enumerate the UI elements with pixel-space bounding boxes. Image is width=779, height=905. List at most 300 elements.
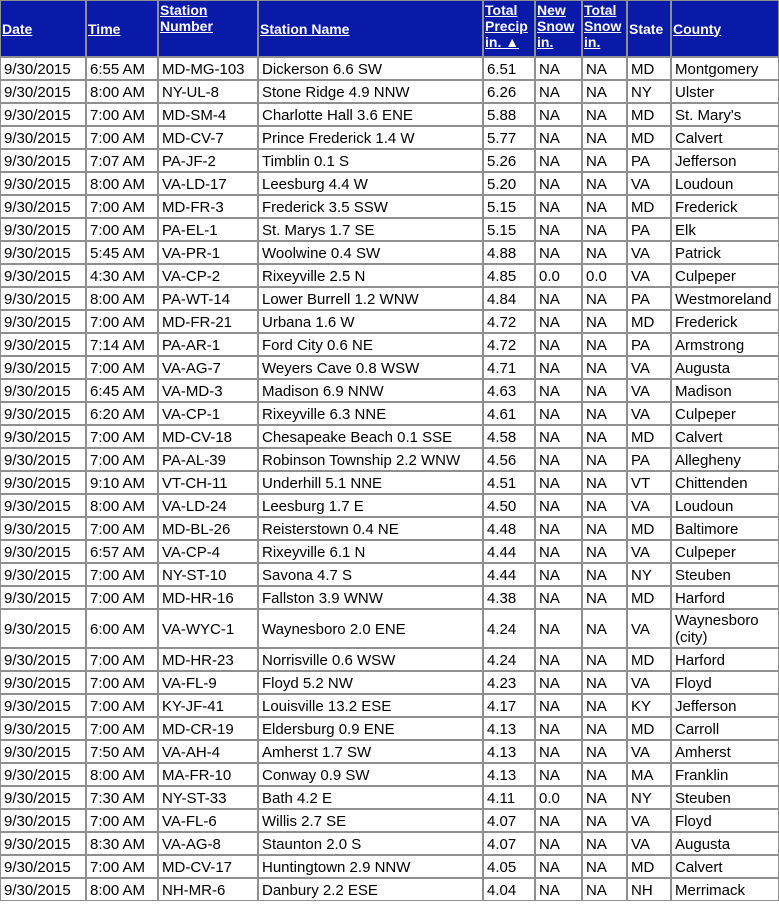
cell-new-snow: 0.0	[535, 786, 582, 809]
cell-station-name: Leesburg 1.7 E	[258, 494, 483, 517]
cell-total-precip: 4.88	[483, 241, 535, 264]
table-row	[0, 740, 779, 763]
cell-time: 7:00 AM	[86, 586, 158, 609]
sort-county-link[interactable]: County	[673, 20, 722, 37]
cell-station-name: Rixeyville 6.3 NNE	[258, 402, 483, 425]
cell-total-precip: 4.24	[483, 609, 535, 648]
cell-new-snow: NA	[535, 126, 582, 149]
state-header-label: State	[629, 20, 664, 37]
cell-total-snow: NA	[582, 356, 627, 379]
cell-total-precip: 4.72	[483, 333, 535, 356]
cell-date: 9/30/2015	[0, 878, 86, 901]
table-row	[0, 517, 779, 540]
cell-total-snow: NA	[582, 126, 627, 149]
cell-new-snow: 0.0	[535, 264, 582, 287]
cell-station-name: Bath 4.2 E	[258, 786, 483, 809]
cell-station-number: MD-CV-17	[158, 855, 258, 878]
cell-time: 7:14 AM	[86, 333, 158, 356]
table-row	[0, 126, 779, 149]
cell-total-precip: 5.15	[483, 218, 535, 241]
cell-total-snow: NA	[582, 832, 627, 855]
cell-county: Frederick	[671, 310, 779, 333]
cell-station-name: Danbury 2.2 ESE	[258, 878, 483, 901]
cell-total-snow: NA	[582, 448, 627, 471]
cell-station-number: VA-WYC-1	[158, 609, 258, 648]
table-row	[0, 809, 779, 832]
cell-county: Elk	[671, 218, 779, 241]
cell-state: VA	[627, 609, 671, 648]
cell-total-snow: NA	[582, 694, 627, 717]
cell-county: Ulster	[671, 80, 779, 103]
header-new-snow[interactable]	[535, 0, 582, 57]
cell-total-precip: 4.44	[483, 540, 535, 563]
table-row	[0, 448, 779, 471]
cell-total-precip: 4.13	[483, 740, 535, 763]
cell-station-name: Rixeyville 2.5 N	[258, 264, 483, 287]
cell-total-precip: 4.48	[483, 517, 535, 540]
cell-time: 6:55 AM	[86, 57, 158, 80]
cell-new-snow: NA	[535, 103, 582, 126]
table-row	[0, 333, 779, 356]
cell-date: 9/30/2015	[0, 126, 86, 149]
cell-date: 9/30/2015	[0, 832, 86, 855]
cell-total-snow: NA	[582, 425, 627, 448]
cell-county: Culpeper	[671, 264, 779, 287]
cell-state: PA	[627, 448, 671, 471]
cell-state: NY	[627, 80, 671, 103]
cell-county: St. Mary's	[671, 103, 779, 126]
cell-date: 9/30/2015	[0, 494, 86, 517]
cell-station-name: Waynesboro 2.0 ENE	[258, 609, 483, 648]
cell-state: VA	[627, 809, 671, 832]
cell-time: 7:00 AM	[86, 218, 158, 241]
table-header	[0, 0, 779, 57]
cell-date: 9/30/2015	[0, 740, 86, 763]
cell-station-name: Madison 6.9 NNW	[258, 379, 483, 402]
header-state	[627, 0, 671, 57]
cell-county: Calvert	[671, 425, 779, 448]
cell-station-number: PA-AL-39	[158, 448, 258, 471]
cell-date: 9/30/2015	[0, 471, 86, 494]
cell-total-precip: 4.51	[483, 471, 535, 494]
cell-new-snow: NA	[535, 671, 582, 694]
table-row	[0, 763, 779, 786]
cell-station-number: VT-CH-11	[158, 471, 258, 494]
cell-state: NH	[627, 878, 671, 901]
cell-total-precip: 4.13	[483, 763, 535, 786]
cell-state: VT	[627, 471, 671, 494]
cell-total-precip: 4.71	[483, 356, 535, 379]
cell-state: PA	[627, 287, 671, 310]
cell-date: 9/30/2015	[0, 241, 86, 264]
cell-total-snow: NA	[582, 786, 627, 809]
cell-total-snow: NA	[582, 195, 627, 218]
header-time[interactable]	[86, 0, 158, 57]
cell-total-snow: NA	[582, 648, 627, 671]
table-row	[0, 80, 779, 103]
cell-date: 9/30/2015	[0, 172, 86, 195]
cell-county: Floyd	[671, 671, 779, 694]
cell-total-precip: 5.26	[483, 149, 535, 172]
cell-new-snow: NA	[535, 878, 582, 901]
cell-county: Montgomery	[671, 57, 779, 80]
cell-time: 7:30 AM	[86, 786, 158, 809]
sort-total-precip-link[interactable]: Total Precip in. ▲	[485, 2, 528, 50]
cell-time: 8:00 AM	[86, 763, 158, 786]
cell-station-number: PA-JF-2	[158, 149, 258, 172]
cell-state: VA	[627, 356, 671, 379]
cell-station-number: MD-FR-3	[158, 195, 258, 218]
sort-total-snow-link[interactable]: Total Snow in.	[584, 2, 622, 50]
cell-total-precip: 4.72	[483, 310, 535, 333]
cell-date: 9/30/2015	[0, 264, 86, 287]
cell-state: MD	[627, 425, 671, 448]
table-row	[0, 471, 779, 494]
cell-date: 9/30/2015	[0, 149, 86, 172]
cell-date: 9/30/2015	[0, 694, 86, 717]
cell-state: MD	[627, 586, 671, 609]
cell-total-precip: 4.38	[483, 586, 535, 609]
cell-station-number: VA-PR-1	[158, 241, 258, 264]
table-row	[0, 563, 779, 586]
table-row	[0, 218, 779, 241]
cell-date: 9/30/2015	[0, 448, 86, 471]
cell-state: VA	[627, 671, 671, 694]
cell-new-snow: NA	[535, 809, 582, 832]
cell-new-snow: NA	[535, 149, 582, 172]
sort-time-link[interactable]: Time	[88, 20, 121, 37]
cell-time: 7:00 AM	[86, 809, 158, 832]
cell-station-number: MD-SM-4	[158, 103, 258, 126]
cell-total-snow: NA	[582, 218, 627, 241]
cell-station-number: NY-ST-33	[158, 786, 258, 809]
cell-total-precip: 5.20	[483, 172, 535, 195]
cell-station-number: VA-CP-4	[158, 540, 258, 563]
table-row	[0, 717, 779, 740]
cell-total-snow: NA	[582, 563, 627, 586]
cell-new-snow: NA	[535, 648, 582, 671]
cell-date: 9/30/2015	[0, 402, 86, 425]
cell-station-name: Lower Burrell 1.2 WNW	[258, 287, 483, 310]
table-row	[0, 540, 779, 563]
cell-date: 9/30/2015	[0, 310, 86, 333]
cell-station-name: Rixeyville 6.1 N	[258, 540, 483, 563]
cell-county: Calvert	[671, 126, 779, 149]
cell-station-name: Savona 4.7 S	[258, 563, 483, 586]
cell-date: 9/30/2015	[0, 425, 86, 448]
cell-station-number: NH-MR-6	[158, 878, 258, 901]
cell-county: Augusta	[671, 356, 779, 379]
cell-date: 9/30/2015	[0, 648, 86, 671]
cell-station-name: Robinson Township 2.2 WNW	[258, 448, 483, 471]
cell-time: 7:00 AM	[86, 671, 158, 694]
cell-total-precip: 4.17	[483, 694, 535, 717]
cell-station-number: MA-FR-10	[158, 763, 258, 786]
cell-time: 7:07 AM	[86, 149, 158, 172]
cell-county: Frederick	[671, 195, 779, 218]
cell-time: 7:00 AM	[86, 563, 158, 586]
cell-date: 9/30/2015	[0, 809, 86, 832]
cell-new-snow: NA	[535, 218, 582, 241]
cell-station-number: PA-WT-14	[158, 287, 258, 310]
cell-total-precip: 4.23	[483, 671, 535, 694]
cell-date: 9/30/2015	[0, 57, 86, 80]
cell-state: MA	[627, 763, 671, 786]
cell-station-name: Reisterstown 0.4 NE	[258, 517, 483, 540]
cell-county: Culpeper	[671, 540, 779, 563]
cell-total-snow: NA	[582, 494, 627, 517]
cell-date: 9/30/2015	[0, 80, 86, 103]
header-total-precip[interactable]	[483, 0, 535, 57]
table-row	[0, 149, 779, 172]
cell-county: Amherst	[671, 740, 779, 763]
table-row	[0, 379, 779, 402]
cell-station-name: Leesburg 4.4 W	[258, 172, 483, 195]
cell-station-number: VA-FL-6	[158, 809, 258, 832]
cell-time: 7:00 AM	[86, 855, 158, 878]
cell-new-snow: NA	[535, 57, 582, 80]
cell-total-snow: NA	[582, 310, 627, 333]
table-row	[0, 310, 779, 333]
cell-total-precip: 4.84	[483, 287, 535, 310]
cell-time: 7:00 AM	[86, 694, 158, 717]
cell-new-snow: NA	[535, 287, 582, 310]
cell-new-snow: NA	[535, 172, 582, 195]
cell-station-name: Prince Frederick 1.4 W	[258, 126, 483, 149]
cell-total-precip: 4.50	[483, 494, 535, 517]
sort-station-number-link[interactable]: Station Number	[160, 2, 213, 34]
cell-station-name: Timblin 0.1 S	[258, 149, 483, 172]
cell-station-name: Ford City 0.6 NE	[258, 333, 483, 356]
cell-station-number: PA-EL-1	[158, 218, 258, 241]
cell-total-precip: 6.51	[483, 57, 535, 80]
cell-total-precip: 4.61	[483, 402, 535, 425]
cell-date: 9/30/2015	[0, 586, 86, 609]
cell-state: PA	[627, 218, 671, 241]
cell-station-number: MD-CV-18	[158, 425, 258, 448]
cell-station-number: VA-AG-7	[158, 356, 258, 379]
cell-date: 9/30/2015	[0, 379, 86, 402]
cell-total-precip: 4.58	[483, 425, 535, 448]
cell-total-snow: NA	[582, 763, 627, 786]
cell-county: Loudoun	[671, 172, 779, 195]
cell-state: MD	[627, 648, 671, 671]
cell-new-snow: NA	[535, 448, 582, 471]
cell-state: MD	[627, 195, 671, 218]
sort-station-name-link[interactable]: Station Name	[260, 20, 350, 37]
cell-date: 9/30/2015	[0, 563, 86, 586]
cell-new-snow: NA	[535, 540, 582, 563]
cell-time: 8:00 AM	[86, 172, 158, 195]
cell-total-snow: NA	[582, 172, 627, 195]
cell-new-snow: NA	[535, 740, 582, 763]
table-row	[0, 786, 779, 809]
table-row	[0, 57, 779, 80]
table-row	[0, 402, 779, 425]
sort-date-link[interactable]: Date	[2, 20, 33, 37]
cell-time: 7:00 AM	[86, 103, 158, 126]
table-body	[0, 57, 779, 901]
cell-state: VA	[627, 540, 671, 563]
cell-state: MD	[627, 126, 671, 149]
header-station-number[interactable]	[158, 0, 258, 57]
cell-station-number: VA-AG-8	[158, 832, 258, 855]
cell-county: Culpeper	[671, 402, 779, 425]
cell-station-name: Huntingtown 2.9 NNW	[258, 855, 483, 878]
cell-time: 7:00 AM	[86, 517, 158, 540]
cell-new-snow: NA	[535, 609, 582, 648]
table-row	[0, 832, 779, 855]
cell-date: 9/30/2015	[0, 287, 86, 310]
cell-new-snow: NA	[535, 379, 582, 402]
cell-station-name: Amherst 1.7 SW	[258, 740, 483, 763]
cell-new-snow: NA	[535, 563, 582, 586]
table-row	[0, 494, 779, 517]
cell-total-snow: NA	[582, 878, 627, 901]
cell-county: Floyd	[671, 809, 779, 832]
cell-station-name: Chesapeake Beach 0.1 SSE	[258, 425, 483, 448]
cell-station-number: NY-UL-8	[158, 80, 258, 103]
cell-time: 7:00 AM	[86, 425, 158, 448]
cell-state: VA	[627, 494, 671, 517]
cell-time: 7:00 AM	[86, 195, 158, 218]
cell-station-name: Weyers Cave 0.8 WSW	[258, 356, 483, 379]
cell-station-name: Conway 0.9 SW	[258, 763, 483, 786]
cell-total-precip: 4.44	[483, 563, 535, 586]
cell-total-precip: 4.56	[483, 448, 535, 471]
cell-county: Jefferson	[671, 149, 779, 172]
table-row	[0, 855, 779, 878]
cell-time: 6:00 AM	[86, 609, 158, 648]
cell-date: 9/30/2015	[0, 517, 86, 540]
cell-date: 9/30/2015	[0, 540, 86, 563]
cell-time: 7:00 AM	[86, 648, 158, 671]
cell-county: Loudoun	[671, 494, 779, 517]
cell-county: Armstrong	[671, 333, 779, 356]
cell-total-snow: NA	[582, 287, 627, 310]
cell-new-snow: NA	[535, 855, 582, 878]
cell-station-name: Eldersburg 0.9 ENE	[258, 717, 483, 740]
header-station-name[interactable]	[258, 0, 483, 57]
cell-station-name: Fallston 3.9 WNW	[258, 586, 483, 609]
cell-station-name: Stone Ridge 4.9 NNW	[258, 80, 483, 103]
cell-station-number: VA-LD-24	[158, 494, 258, 517]
cell-station-number: VA-CP-2	[158, 264, 258, 287]
cell-station-name: Charlotte Hall 3.6 ENE	[258, 103, 483, 126]
cell-new-snow: NA	[535, 402, 582, 425]
cell-state: VA	[627, 402, 671, 425]
cell-new-snow: NA	[535, 494, 582, 517]
cell-state: VA	[627, 264, 671, 287]
sort-new-snow-link[interactable]: New Snow in.	[537, 2, 575, 50]
cell-time: 6:45 AM	[86, 379, 158, 402]
cell-station-name: Dickerson 6.6 SW	[258, 57, 483, 80]
cell-state: VA	[627, 832, 671, 855]
cell-station-name: Woolwine 0.4 SW	[258, 241, 483, 264]
cell-total-snow: NA	[582, 149, 627, 172]
cell-total-snow: NA	[582, 609, 627, 648]
cell-new-snow: NA	[535, 356, 582, 379]
table-row	[0, 694, 779, 717]
cell-new-snow: NA	[535, 333, 582, 356]
cell-total-snow: NA	[582, 471, 627, 494]
cell-total-precip: 4.63	[483, 379, 535, 402]
cell-state: PA	[627, 149, 671, 172]
cell-time: 6:57 AM	[86, 540, 158, 563]
cell-station-number: VA-FL-9	[158, 671, 258, 694]
cell-time: 5:45 AM	[86, 241, 158, 264]
cell-date: 9/30/2015	[0, 855, 86, 878]
cell-station-number: MD-HR-16	[158, 586, 258, 609]
cell-new-snow: NA	[535, 241, 582, 264]
cell-state: MD	[627, 103, 671, 126]
cell-new-snow: NA	[535, 717, 582, 740]
cell-county: Baltimore	[671, 517, 779, 540]
cell-state: MD	[627, 57, 671, 80]
cell-date: 9/30/2015	[0, 763, 86, 786]
cell-time: 8:30 AM	[86, 832, 158, 855]
cell-county: Calvert	[671, 855, 779, 878]
cell-total-precip: 4.13	[483, 717, 535, 740]
cell-total-snow: NA	[582, 740, 627, 763]
cell-total-snow: NA	[582, 809, 627, 832]
cell-date: 9/30/2015	[0, 609, 86, 648]
header-date[interactable]	[0, 0, 86, 57]
cell-total-snow: NA	[582, 586, 627, 609]
cell-time: 7:00 AM	[86, 310, 158, 333]
cell-total-snow: 0.0	[582, 264, 627, 287]
cell-state: MD	[627, 517, 671, 540]
cell-county: Allegheny	[671, 448, 779, 471]
cell-station-number: MD-BL-26	[158, 517, 258, 540]
cell-total-snow: NA	[582, 333, 627, 356]
cell-new-snow: NA	[535, 832, 582, 855]
cell-date: 9/30/2015	[0, 218, 86, 241]
cell-new-snow: NA	[535, 586, 582, 609]
cell-time: 9:10 AM	[86, 471, 158, 494]
cell-county: Carroll	[671, 717, 779, 740]
cell-county: Chittenden	[671, 471, 779, 494]
table-row	[0, 103, 779, 126]
cell-station-number: VA-LD-17	[158, 172, 258, 195]
cell-station-number: MD-HR-23	[158, 648, 258, 671]
cell-date: 9/30/2015	[0, 671, 86, 694]
cell-total-snow: NA	[582, 402, 627, 425]
cell-time: 8:00 AM	[86, 80, 158, 103]
cell-total-snow: NA	[582, 379, 627, 402]
cell-station-number: PA-AR-1	[158, 333, 258, 356]
table-row	[0, 172, 779, 195]
cell-station-number: VA-AH-4	[158, 740, 258, 763]
cell-station-name: Floyd 5.2 NW	[258, 671, 483, 694]
cell-total-snow: NA	[582, 540, 627, 563]
cell-total-precip: 4.85	[483, 264, 535, 287]
cell-station-number: KY-JF-41	[158, 694, 258, 717]
table-row	[0, 648, 779, 671]
cell-time: 7:00 AM	[86, 126, 158, 149]
cell-county: Waynesboro (city)	[671, 609, 779, 648]
cell-state: NY	[627, 786, 671, 809]
cell-time: 7:00 AM	[86, 717, 158, 740]
cell-total-precip: 4.11	[483, 786, 535, 809]
cell-date: 9/30/2015	[0, 786, 86, 809]
cell-date: 9/30/2015	[0, 195, 86, 218]
cell-new-snow: NA	[535, 310, 582, 333]
cell-time: 6:20 AM	[86, 402, 158, 425]
header-row	[0, 0, 779, 57]
header-county[interactable]	[671, 0, 779, 57]
header-total-snow[interactable]	[582, 0, 627, 57]
